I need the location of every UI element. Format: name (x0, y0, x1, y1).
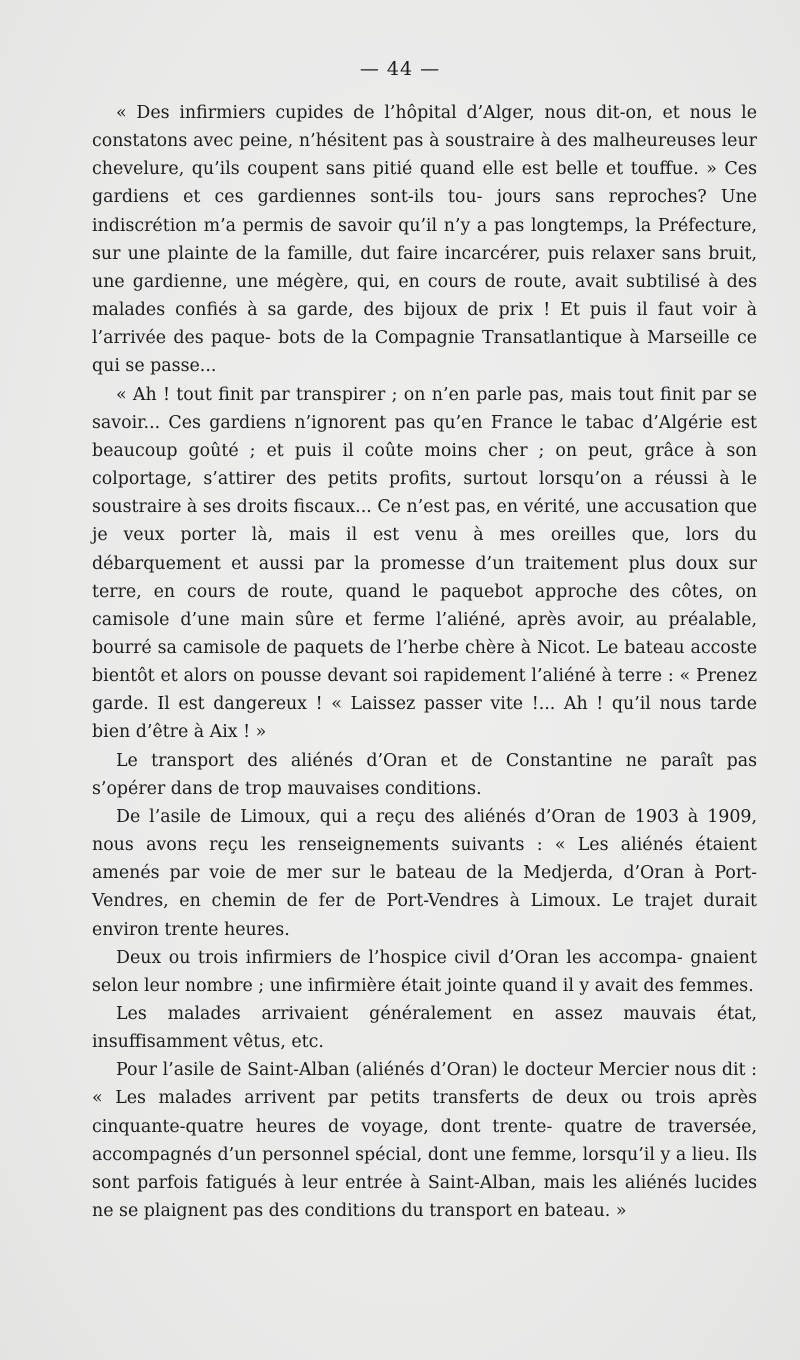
paragraph-4: De l’asile de Limoux, qui a reçu des aliénés d’Oran de 1903 à 1909, nous avons reçu les renseignements suivants : « Les aliénés étaient amenés par voie de mer sur le bateau de la Medjerda, d’Oran à Port-Vendres, en chemin de fer de Port-Vendres à Limoux. Le trajet durait environ trente heures. (92, 806, 757, 940)
paragraph-5: Deux ou trois infirmiers de l’hospice civil d’Oran les accompa- gnaient selon leur nombre ; une infirmière était jointe quand il y avait des femmes. (92, 947, 757, 996)
body-text (92, 99, 757, 1225)
paragraph-3: Le transport des aliénés d’Oran et de Constantine ne paraît pas s’opérer dans de trop mauvaises conditions. (92, 750, 757, 799)
paragraph-2: « Ah ! tout finit par transpirer ; on n’en parle pas, mais tout finit par se savoir... Ces gardiens n’ignorent pas qu’en France le tabac d’Algérie est beaucoup goûté ; et puis il coûte moins cher ; on peut, grâce à son colportage, s’attirer des petits profits, surtout lorsqu’on a réussi à le soustraire à ses droits fiscaux... Ce n’est pas, en vérité, une accusation que je veux porter là, mais il est venu à mes oreilles que, lors du débarquement et aussi par la promesse d’un traitement plus doux sur terre, en cours de route, quand le paquebot approche des côtes, on camisole d’une main sûre et ferme l’aliéné, après avoir, au préalable, bourré sa camisole de paquets de l’herbe chère à Nicot. Le bateau accoste bientôt et alors on pousse devant soi rapidement l’aliéné à terre : « Prenez garde. Il est dangereux ! « Laissez passer vite !... Ah ! qu’il nous tarde bien d’être à Aix ! » (92, 384, 757, 743)
paragraph-1: « Des infirmiers cupides de l’hôpital d’Alger, nous dit-on, et nous le constatons avec peine, n’hésitent pas à soustraire à des malheureuses leur chevelure, qu’ils coupent sans pitié quand elle est belle et touffue. » Ces gardiens et ces gardiennes sont-ils tou- jours sans reproches? Une indiscrétion m’a permis de savoir qu’il n’y a pas longtemps, la Préfecture, sur une plainte de la famille, dut faire incarcérer, puis relaxer sans bruit, une gardienne, une mégère, qui, en cours de route, avait subtilisé à des malades confiés à sa garde, des bijoux de prix ! Et puis il faut voir à l’arrivée des paque- bots de la Compagnie Transatlantique à Marseille ce qui se passe... (92, 103, 757, 377)
page-number: — 44 — (359, 58, 441, 80)
paragraph-7: Pour l’asile de Saint-Alban (aliénés d’Oran) le docteur Mercier nous dit : « Les malades arrivent par petits transferts de deux ou trois après cinquante-quatre heures de voyage, dont trente- quatre de traversée, accompagnés d’un personnel spécial, dont une femme, lorsqu’il y a lieu. Ils sont parfois fatigués à leur entrée à Saint-Alban, mais les aliénés lucides ne se plaignent pas des conditions du transport en bateau. » (92, 1060, 757, 1222)
paragraph-6: Les malades arrivaient généralement en assez mauvais état, insuffisamment vêtus, etc. (92, 1004, 757, 1053)
